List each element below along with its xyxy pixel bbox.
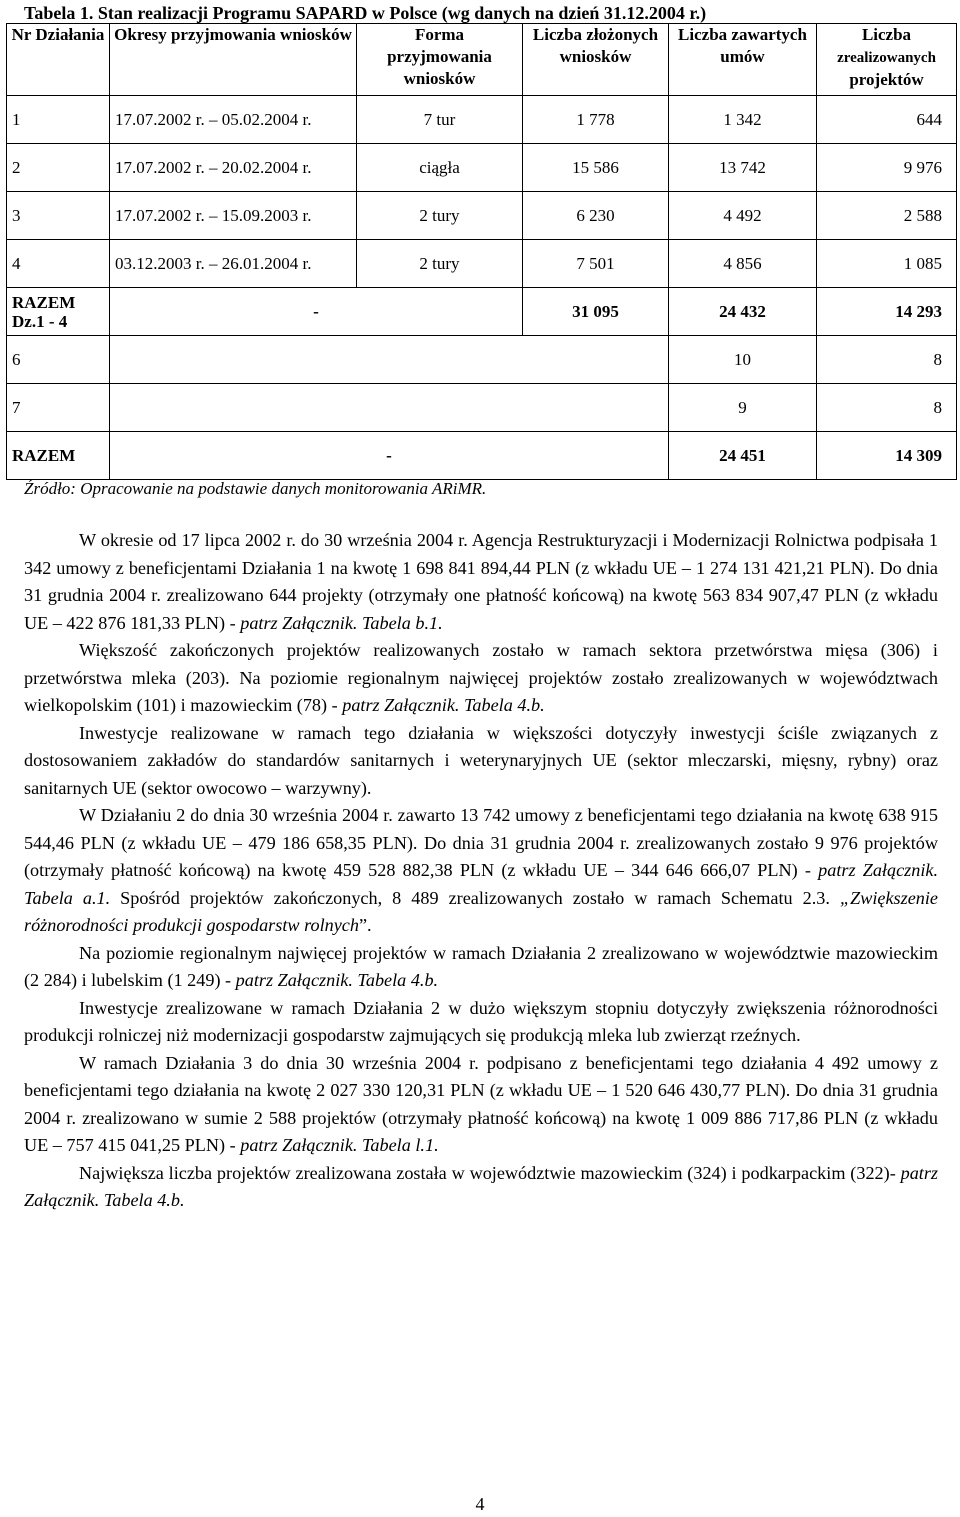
paragraph-text: Inwestycje realizowane w ramach tego działania w większości dotyczyły inwestycji ściśle związanych z dostosowaniem zakładów do standardów sanitarnych i weterynaryjnych UE (sektor mleczarski, mięsny, rybny) oraz sanitarnych UE (sektor owocowo – warzywny). bbox=[24, 722, 938, 798]
cell-razem-total-zawartych: 24 451 bbox=[669, 432, 817, 480]
table-row-6 bbox=[7, 336, 957, 384]
table-row bbox=[7, 144, 957, 192]
cell-empty bbox=[110, 336, 669, 384]
cell-razem-total-label: RAZEM bbox=[7, 432, 110, 480]
cell-zrealizowanych: 1 085 bbox=[817, 240, 957, 288]
appendix-reference: patrz Załącznik. Tabela 4.b. bbox=[235, 970, 439, 990]
appendix-reference: patrz Załącznik. Tabela l.1. bbox=[240, 1135, 439, 1155]
paragraph-1 bbox=[24, 527, 938, 637]
cell-forma: 7 tur bbox=[357, 96, 523, 144]
razem-label-line2: Dz.1 - 4 bbox=[12, 311, 68, 331]
cell-nr: 3 bbox=[7, 192, 110, 240]
paragraph-3 bbox=[24, 720, 938, 803]
table-row bbox=[7, 240, 957, 288]
cell-zlozonych: 7 501 bbox=[523, 240, 669, 288]
cell-okresy: 17.07.2002 r. – 20.02.2004 r. bbox=[110, 144, 357, 192]
cell-okresy: 17.07.2002 r. – 15.09.2003 r. bbox=[110, 192, 357, 240]
paragraph-text: ”. bbox=[358, 915, 372, 935]
paragraph-8 bbox=[24, 1160, 938, 1215]
header-okresy: Okresy przyjmowania wniosków bbox=[110, 24, 357, 96]
cell-nr: 6 bbox=[7, 336, 110, 384]
paragraph-7 bbox=[24, 1050, 938, 1160]
cell-zawartych: 4 856 bbox=[669, 240, 817, 288]
header-nr: Nr Działania bbox=[7, 24, 110, 96]
cell-zawartych: 13 742 bbox=[669, 144, 817, 192]
cell-zrealizowanych: 9 976 bbox=[817, 144, 957, 192]
paragraph-text: Największa liczba projektów zrealizowana została w województwie mazowieckim (324) i podkarpackim (322)- bbox=[79, 1162, 901, 1183]
header-zrealizowanych-line3: projektów bbox=[849, 70, 924, 89]
paragraph-6 bbox=[24, 995, 938, 1050]
header-forma: Forma przyjmowania wniosków bbox=[357, 24, 523, 96]
cell-zlozonych: 1 778 bbox=[523, 96, 669, 144]
paragraph-4 bbox=[24, 802, 938, 940]
cell-razem-total-forma: - bbox=[110, 432, 669, 480]
appendix-reference: patrz Załącznik. Tabela 4.b. bbox=[342, 695, 545, 715]
cell-zawartych: 4 492 bbox=[669, 192, 817, 240]
body-text bbox=[24, 527, 938, 1215]
header-zrealizowanych-line1: Liczba bbox=[861, 25, 912, 44]
appendix-reference: patrz Załącznik. Tabela a.1. bbox=[24, 860, 938, 908]
cell-razem-zawartych: 24 432 bbox=[669, 288, 817, 336]
scheme-title: „Zwiększenie różnorodności produkcji gospodarstw rolnych bbox=[24, 887, 938, 935]
cell-forma: 2 tury bbox=[357, 240, 523, 288]
paragraph-text: Spośród projektów zakończonych, 8 489 zrealizowanych zostało w ramach Schematu 2.3. bbox=[110, 887, 830, 908]
paragraph-text: W okresie od 17 lipca 2002 r. do 30 września 2004 r. Agencja Restrukturyzacji i Modernizacji Rolnictwa podpisała 1 342 umowy z beneficjentami Działania 1 na kwotę 1 698 841 894,44 PLN (z wkładu UE – 1 274 131 421,21 PLN). Do dnia 31 grudnia 2004 r. zrealizowano 644 projekty (otrzymały one płatność końcową) na kwotę 563 834 907,47 PLN (z wkładu UE – 422 876 181,33 PLN) - bbox=[24, 530, 938, 633]
table-row-7 bbox=[7, 384, 957, 432]
cell-zawartych: 1 342 bbox=[669, 96, 817, 144]
cell-zlozonych: 15 586 bbox=[523, 144, 669, 192]
cell-razem-zlozonych: 31 095 bbox=[523, 288, 669, 336]
header-zrealizowanych-line2: zrealizowanych bbox=[837, 50, 936, 66]
header-zlozonych: Liczba złożonych wniosków bbox=[523, 24, 669, 96]
paragraph-text: Na poziomie regionalnym najwięcej projektów w ramach Działania 2 zrealizowano w województwie mazowieckim (2 284) i lubelskim (1 249) - bbox=[24, 942, 938, 990]
cell-forma: ciągła bbox=[357, 144, 523, 192]
cell-zrealizowanych: 2 588 bbox=[817, 192, 957, 240]
cell-forma: 2 tury bbox=[357, 192, 523, 240]
paragraph-5 bbox=[24, 940, 938, 995]
paragraph-text: Większość zakończonych projektów realizowanych zostało w ramach sektora przetwórstwa mięsa (306) i przetwórstwa mleka (203). Na poziomie regionalnym najwięcej projektów zostało zrealizowanych w województwach wielkopolskim (101) i mazowieckim (78) - bbox=[24, 640, 938, 715]
cell-zawartych: 9 bbox=[669, 384, 817, 432]
cell-okresy: 17.07.2002 r. – 05.02.2004 r. bbox=[110, 96, 357, 144]
table-row bbox=[7, 192, 957, 240]
cell-zrealizowanych: 8 bbox=[817, 384, 957, 432]
paragraph-text: W ramach Działania 3 do dnia 30 września 2004 r. podpisano z beneficjentami tego działania 4 492 umowy z beneficjentami tego działania na kwotę 2 027 330 120,31 PLN (z wkładu UE – 1 520 646 430,77 PLN). Do dnia 31 grudnia 2004 r. zrealizowano w sumie 2 588 projektów (otrzymały płatność końcową) na kwotę 1 009 886 717,86 PLN (z wkładu UE – 757 415 041,25 PLN) - bbox=[24, 1052, 938, 1155]
table-caption: Tabela 1. Stan realizacji Programu SAPARD w Polsce (wg danych na dzień 31.12.2004 r.) bbox=[24, 3, 707, 23]
table-row bbox=[7, 96, 957, 144]
sapard-status-table bbox=[6, 23, 957, 480]
cell-razem-zrealizowanych: 14 293 bbox=[817, 288, 957, 336]
header-zawartych: Liczba zawartych umów bbox=[669, 24, 817, 96]
paragraph-2 bbox=[24, 637, 938, 720]
appendix-reference: patrz Załącznik. Tabela b.1. bbox=[240, 612, 443, 633]
cell-zlozonych: 6 230 bbox=[523, 192, 669, 240]
cell-nr: 2 bbox=[7, 144, 110, 192]
cell-okresy: 03.12.2003 r. – 26.01.2004 r. bbox=[110, 240, 357, 288]
cell-razem-total-zrealizowanych: 14 309 bbox=[817, 432, 957, 480]
cell-zrealizowanych: 8 bbox=[817, 336, 957, 384]
paragraph-text: W Działaniu 2 do dnia 30 września 2004 r. zawarto 13 742 umowy z beneficjentami tego działania na kwotę 638 915 544,46 PLN (z wkładu UE – 479 186 658,35 PLN). Do dnia 31 grudnia 2004 r. zrealizowanych zostało 9 976 projektów (otrzymały płatność końcową) na kwotę 459 528 882,38 PLN (z wkładu UE – 344 646 666,07 PLN) - bbox=[24, 805, 938, 880]
cell-zrealizowanych: 644 bbox=[817, 96, 957, 144]
cell-nr: 4 bbox=[7, 240, 110, 288]
table-source-note: Źródło: Opracowanie na podstawie danych monitorowania ARiMR. bbox=[24, 479, 487, 498]
cell-nr: 7 bbox=[7, 384, 110, 432]
razem-label-line1: RAZEM bbox=[12, 292, 76, 312]
table-header-row bbox=[7, 24, 957, 96]
paragraph-text: Inwestycje zrealizowane w ramach Działania 2 w dużo większym stopniu dotyczyły zwiększenia różnorodności produkcji rolniczej niż modernizacji gospodarstw zajmujących się produkcją mleka lub zwierząt rzeźnych. bbox=[24, 997, 938, 1045]
appendix-reference: patrz Załącznik. Tabela 4.b. bbox=[24, 1162, 938, 1210]
page-number: 4 bbox=[475, 1494, 485, 1514]
cell-zawartych: 10 bbox=[669, 336, 817, 384]
cell-nr: 1 bbox=[7, 96, 110, 144]
cell-razem-forma: - bbox=[110, 288, 523, 336]
table-row-razem-total bbox=[7, 432, 957, 480]
cell-razem-label bbox=[7, 288, 110, 336]
cell-empty bbox=[110, 384, 669, 432]
header-zrealizowanych bbox=[817, 24, 957, 96]
table-row-razem-1-4 bbox=[7, 288, 957, 336]
